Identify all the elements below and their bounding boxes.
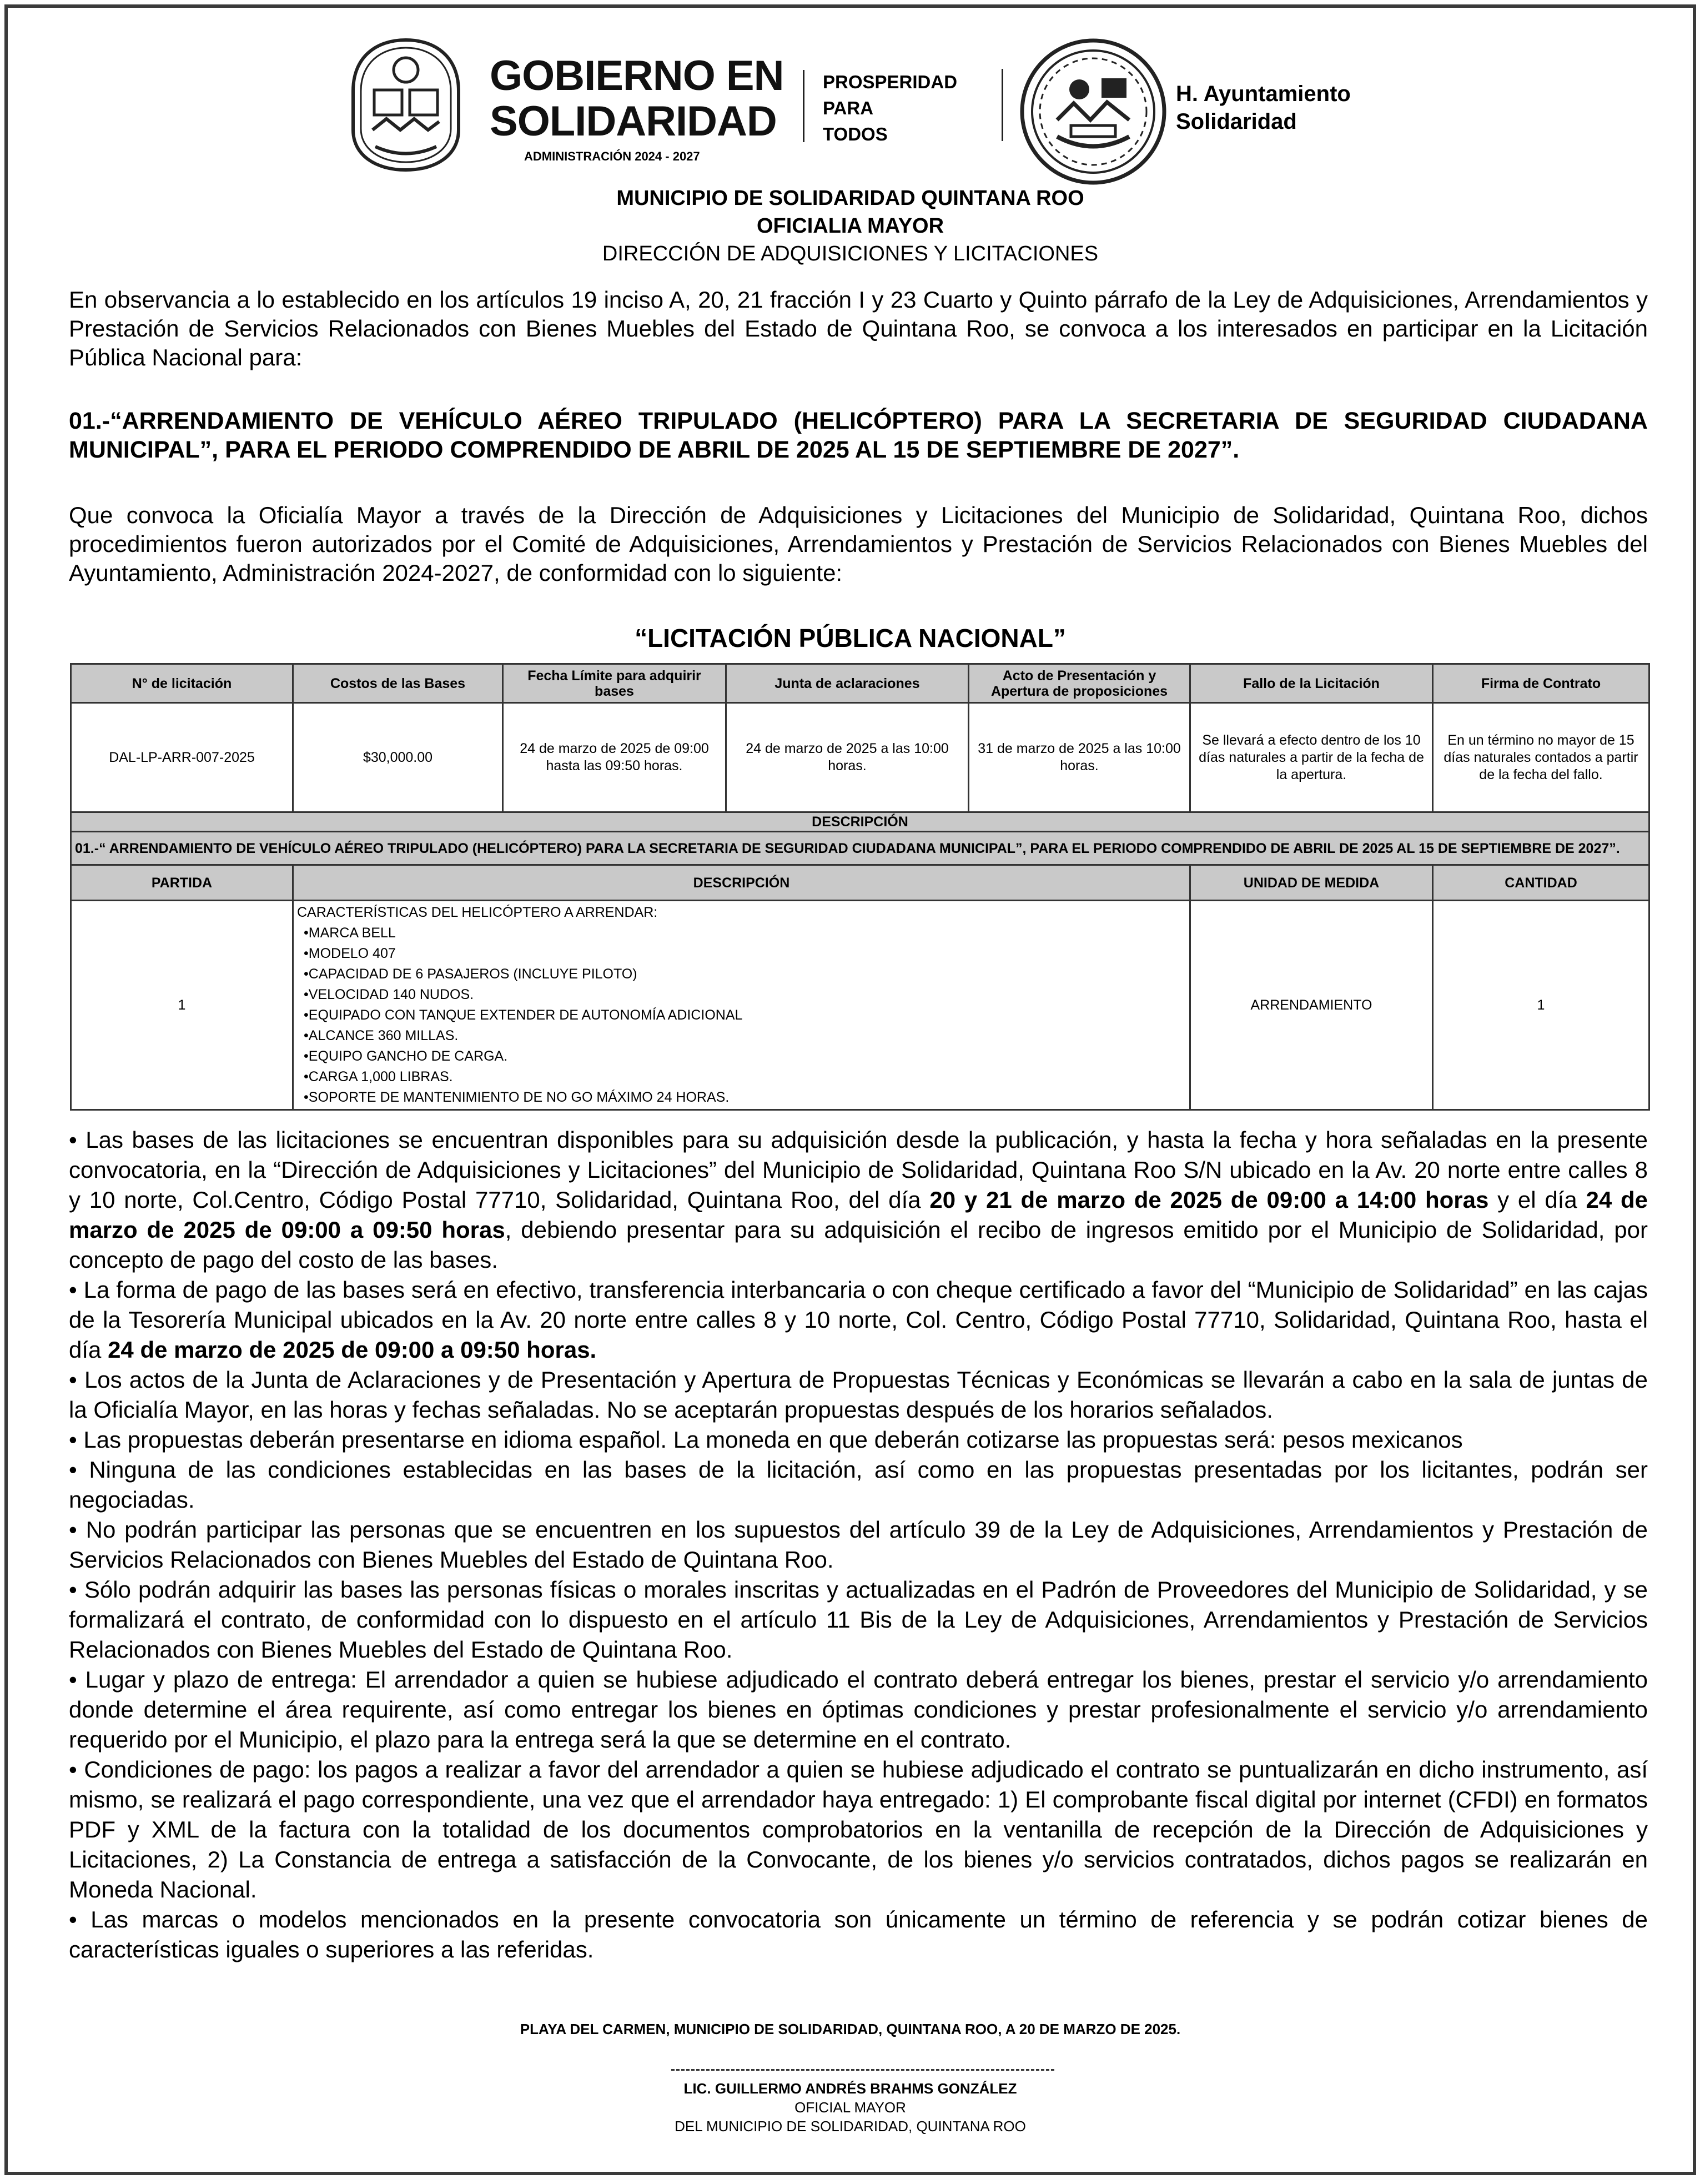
condition-actos: • Los actos de la Junta de Aclaraciones y de Presentación y Apertura de Propuestas Técnicas y Económicas se llevarán a cabo en la sala de juntas de la Oficialía Mayor, en las horas y fechas señaladas. No se aceptarán propuestas después de los horarios señalados. <box>69 1367 1648 1423</box>
administration-label: ADMINISTRACIÓN 2024 - 2027 <box>524 149 700 163</box>
brand-line-1: GOBIERNO EN <box>490 52 784 99</box>
list-item: • MARCA BELL <box>304 923 1186 943</box>
th-numero: N° de licitación <box>71 664 293 703</box>
slogan-line-2: PARA <box>823 98 874 118</box>
td-cantidad: 1 <box>1433 901 1649 1110</box>
th-junta: Junta de aclaraciones <box>726 664 969 703</box>
table-header-row <box>71 664 1649 703</box>
divider <box>803 70 804 142</box>
direccion-heading: DIRECCIÓN DE ADQUISICIONES Y LICITACIONES <box>602 242 1099 265</box>
list-item: • EQUIPADO CON TANQUE EXTENDER DE AUTONOMÍA ADICIONAL <box>304 1005 1186 1026</box>
slogan-line-3: TODOS <box>823 124 888 144</box>
list-item: • CARGA 1,000 LIBRAS. <box>304 1067 1186 1087</box>
municipal-seal-logo <box>348 36 464 174</box>
condition-negociacion: • Ninguna de las condiciones establecidas en las bases de la licitación, así como en las propuestas presentadas por los licitantes, podrán ser negociadas. <box>69 1457 1648 1513</box>
licitacion-table <box>70 663 1650 1111</box>
signature-block <box>8 2079 1693 2136</box>
conditions-list <box>69 1125 1648 1965</box>
list-item: • EQUIPO GANCHO DE CARGA. <box>304 1046 1186 1067</box>
table-row <box>71 703 1649 812</box>
condition-bases: • Las bases de las licitaciones se encuentran disponibles para su adquisición desde la publicación, y hasta la fecha y hora señaladas en la presente convocatoria, en la “Dirección de Adquisiciones y Licitaciones” del Municipio de Solidaridad, Quintana Roo S/N ubicado en la Av. 20 norte entre calles 8 y 10 norte, Col.Centro, Código Postal 77710, Solidaridad, Quintana Roo, del día 20 y 21 de marzo de 2025 de 09:00 a 14:00 horas y el día 24 de marzo de 2025 de 09:00 a 09:50 horas, debiendo presentar para su adquisición el recibo de ingresos emitido por el Municipio de Solidaridad, por concepto de pago del costo de las bases. <box>69 1127 1648 1273</box>
ayuntamiento-line-1: H. Ayuntamiento <box>1176 82 1351 106</box>
features-cell <box>293 901 1190 1110</box>
signer-position: OFICIAL MAYOR <box>794 2099 906 2116</box>
th-partida: PARTIDA <box>71 865 293 901</box>
slogan-line-1: PROSPERIDAD <box>823 72 958 92</box>
signer-name: LIC. GUILLERMO ANDRÉS BRAHMS GONZÁLEZ <box>683 2080 1017 2097</box>
td-junta: 24 de marzo de 2025 a las 10:00 horas. <box>726 703 969 812</box>
features-title: CARACTERÍSTICAS DEL HELICÓPTERO A ARRENDAR: <box>297 905 658 920</box>
th-fecha-limite: Fecha Límite para adquirir bases <box>503 664 726 703</box>
place-date: PLAYA DEL CARMEN, MUNICIPIO DE SOLIDARIDAD, QUINTANA ROO, A 20 DE MARZO DE 2025. <box>520 2021 1181 2037</box>
td-fallo: Se llevará a efecto dentro de los 10 días naturales a partir de la fecha de la apertura. <box>1190 703 1433 812</box>
td-firma: En un término no mayor de 15 días naturales contados a partir de la fecha del fallo. <box>1433 703 1649 812</box>
list-item: • ALCANCE 360 MILLAS. <box>304 1026 1186 1046</box>
td-costos: $30,000.00 <box>293 703 503 812</box>
intro-paragraph: En observancia a lo establecido en los artículos 19 inciso A, 20, 21 fracción I y 23 Cuarto y Quinto párrafo de la Ley de Adquisiciones, Arrendamientos y Prestación de Servicios Relacionados con Bienes Muebles del Estado de Quintana Roo, se convoca a los interesados en participar en la Licitación Pública Nacional para: <box>69 287 1648 370</box>
description-text-row <box>71 832 1649 865</box>
condition-pago-bases: • La forma de pago de las bases será en efectivo, transferencia interbancaria o con cheque certificado a favor del “Municipio de Solidaridad” en las cajas de la Tesorería Municipal ubicados en la Av. 20 norte entre calles 8 y 10 norte, Col. Centro, Código Postal 77710, Solidaridad, Quintana Roo, hasta el día 24 de marzo de 2025 de 09:00 a 09:50 horas. <box>69 1277 1648 1363</box>
municipio-heading: MUNICIPIO DE SOLIDARIDAD QUINTANA ROO <box>616 187 1084 210</box>
condition-articulo-39: • No podrán participar las personas que se encuentren en los supuestos del artículo 39 de la Ley de Adquisiciones, Arrendamientos y Prestación de Servicios Relacionados con Bienes Muebles del Estado de Quintana Roo. <box>69 1517 1648 1573</box>
condition-idioma: • Las propuestas deberán presentarse en idioma español. La moneda en que deberán cotizarse las propuestas será: pesos mexicanos <box>69 1427 1463 1453</box>
condition-pago: • Condiciones de pago: los pagos a realizar a favor del arrendador a quien se hubiese adjudicado el contrato se puntualizarán en dicho instrumento, así mismo, se realizará el pago correspondiente, una vez que el arrendador haya entregado: 1) El comprobante fiscal digital por internet (CFDI) en formatos PDF y XML de la factura con la totalidad de los documentos comprobatorios en la ventanilla de recepción de la Dirección de Adquisiciones y Licitaciones, 2) La Constancia de entrega a satisfacción de la Convocante, de los bienes y/o servicios contratados, dichos pagos se realizarán en Moneda Nacional. <box>69 1756 1648 1902</box>
oficialia-heading: OFICIALIA MAYOR <box>756 214 944 238</box>
table-row <box>71 901 1649 1110</box>
slogan <box>823 69 957 147</box>
brand-title <box>490 53 784 144</box>
divider <box>1002 69 1003 141</box>
description-text: 01.-“ ARRENDAMIENTO DE VEHÍCULO AÉREO TRIPULADO (HELICÓPTERO) PARA LA SECRETARIA DE SEGURIDAD CIUDADANA MUNICIPAL”, PARA EL PERIODO COMPRENDIDO DE ABRIL DE 2025 AL 15 DE SEPTIEMBRE DE 2027”. <box>71 832 1649 865</box>
condition-entrega: • Lugar y plazo de entrega: El arrendador a quien se hubiese adjudicado el contrato deberá entregar los bienes, prestar el servicio y/o arrendamiento donde determine el área requirente, así como entregar los bienes en óptimas condiciones y prestar profesionalmente el servicio y/o arrendamiento requerido por el Municipio, el plazo para la entrega será la que se determine en el contrato. <box>69 1666 1648 1753</box>
subheader-row <box>71 865 1649 901</box>
td-numero: DAL-LP-ARR-007-2025 <box>71 703 293 812</box>
lpn-title: “LICITACIÓN PÚBLICA NACIONAL” <box>635 624 1066 652</box>
signature-line <box>671 2069 1054 2071</box>
list-item: • VELOCIDAD 140 NUDOS. <box>304 985 1186 1005</box>
td-unidad: ARRENDAMIENTO <box>1190 901 1433 1110</box>
signer-entity: DEL MUNICIPIO DE SOLIDARIDAD, QUINTANA ROO <box>675 2118 1026 2135</box>
institution-headings <box>8 184 1693 268</box>
td-fecha-limite: 24 de marzo de 2025 de 09:00 hasta las 09:50 horas. <box>503 703 726 812</box>
features-list <box>297 923 1186 1108</box>
td-partida: 1 <box>71 901 293 1110</box>
object-title: 01.-“ARRENDAMIENTO DE VEHÍCULO AÉREO TRIPULADO (HELICÓPTERO) PARA LA SECRETARIA DE SEGURIDAD CIUDADANA MUNICIPAL”, PARA EL PERIODO COMPRENDIDO DE ABRIL DE 2025 AL 15 DE SEPTIEMBRE DE 2027”. <box>69 408 1648 463</box>
th-descripcion: DESCRIPCIÓN <box>293 865 1190 901</box>
ayuntamiento-line-2: Solidaridad <box>1176 109 1297 134</box>
td-acto: 31 de marzo de 2025 a las 10:00 horas. <box>969 703 1190 812</box>
header <box>8 30 1693 191</box>
condition-padron: • Sólo podrán adquirir las bases las personas físicas o morales inscritas y actualizadas en el Padrón de Proveedores del Municipio de Solidaridad, y se formalizará el contrato, de conformidad con lo dispuesto en el artículo 11 Bis de la Ley de Adquisiciones, Arrendamientos y Prestación de Servicios Relacionados con Bienes Muebles del Estado de Quintana Roo. <box>69 1577 1648 1663</box>
condition-marcas: • Las marcas o modelos mencionados en la presente convocatoria son únicamente un término de referencia y se podrán cotizar bienes de características iguales o superiores a las referidas. <box>69 1906 1648 1962</box>
convoca-paragraph: Que convoca la Oficialía Mayor a través de la Dirección de Adquisiciones y Licitaciones del Municipio de Solidaridad, Quintana Roo, dichos procedimientos fueron autorizados por el Comité de Adquisiciones, Arrendamientos y Prestación de Servicios Relacionados con Bienes Muebles del Ayuntamiento, Administración 2024-2027, de conformidad con lo siguiente: <box>69 502 1648 586</box>
th-costos: Costos de las Bases <box>293 664 503 703</box>
brand-line-2: SOLIDARIDAD <box>490 98 777 145</box>
th-firma: Firma de Contrato <box>1433 664 1649 703</box>
ayuntamiento-label <box>1176 80 1351 135</box>
th-fallo: Fallo de la Licitación <box>1190 664 1433 703</box>
th-unidad: UNIDAD DE MEDIDA <box>1190 865 1433 901</box>
document-page <box>4 4 1696 2175</box>
list-item: • SOPORTE DE MANTENIMIENTO DE NO GO MÁXIMO 24 HORAS. <box>304 1087 1186 1108</box>
list-item: • MODELO 407 <box>304 943 1186 964</box>
ayuntamiento-seal-logo <box>1018 37 1168 187</box>
description-header-row <box>71 812 1649 832</box>
description-header: DESCRIPCIÓN <box>71 812 1649 832</box>
th-acto: Acto de Presentación y Apertura de proposiciones <box>969 664 1190 703</box>
list-item: • CAPACIDAD DE 6 PASAJEROS (INCLUYE PILOTO) <box>304 964 1186 985</box>
th-cantidad: CANTIDAD <box>1433 865 1649 901</box>
